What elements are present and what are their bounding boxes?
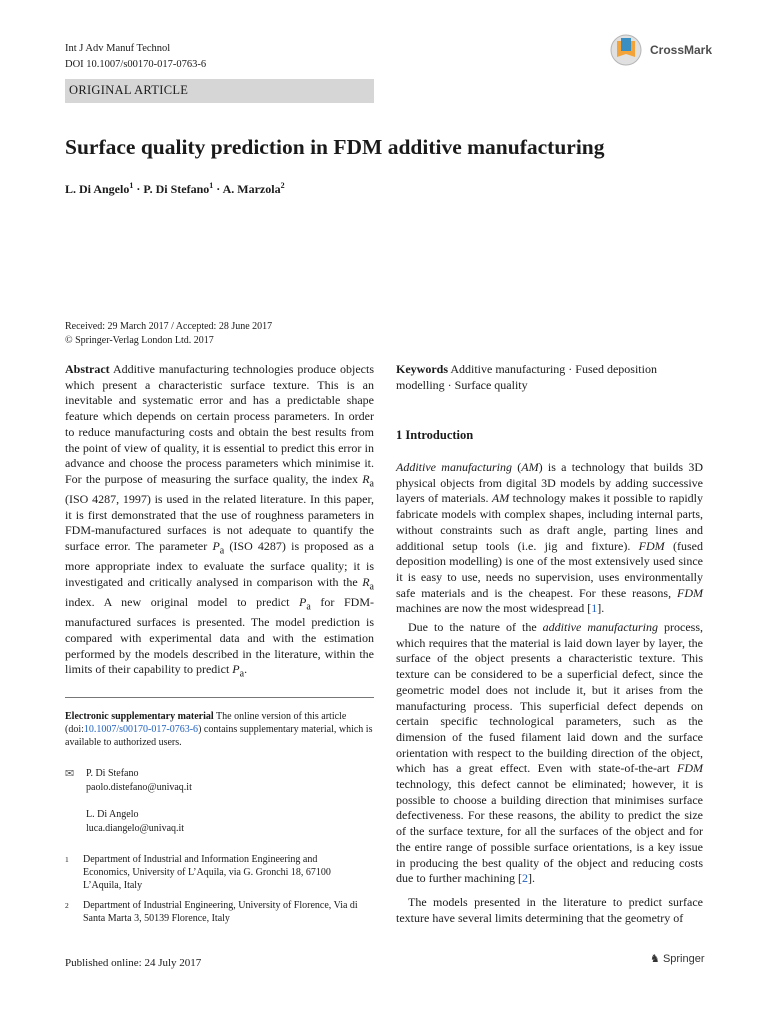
abstract-text: Additive manufacturing technologies produce objects which present a characteristic surface texture. This is an inevitable and systematic error and has a predictable shape feature which depends on certain process parameters. In order to reduce manufacturing costs and obtain the best results from the point of view of quality, it is essential to predict this error in advance and choose the process parameters which minimise it. For the purpose of measuring the surface quality, the index [65, 362, 374, 486]
esm-doi-link[interactable]: 10.1007/s00170-017-0763-6 [83, 724, 199, 735]
abstract [65, 362, 374, 682]
intro-paragraph-3: The models presented in the literature to predict surface texture have several limits determining that the geometry of [396, 895, 703, 925]
abstract-text: for FDM-manufactured surfaces is presented. The model prediction is compared with experimental data and with the estimation performed by the models described in the literature, within the limits of their capability to predict [65, 595, 375, 677]
term-am-abbr: AM [491, 491, 510, 506]
symbol-sub: a [219, 545, 225, 557]
footnote-divider [65, 697, 374, 698]
symbol-sub: a [369, 581, 374, 593]
intro-text: technology, this defect cannot be eliminated; however, it is possible to choose a building direction that minimises surface defectiveness. For these reasons, the ability to predict the size of the surface texture, for all the surfaces of the object and for the entire range of possible surface orientations, is a key issue in producing the best quality of the object and reducing costs due to further machining [ [396, 777, 703, 886]
contact-block [86, 767, 192, 795]
symbol-sub: a [306, 601, 311, 613]
affiliation-text: Department of Industrial and Information Engineering and Economics, University of L’Aquila, via G. Gronchi 18, 67100 L’Aquila, Italy [83, 854, 331, 891]
journal-name: Int J Adv Manuf Technol [65, 43, 171, 54]
esm-text: ) contains supplementary material, which is available to authorized users. [65, 724, 373, 748]
term-am-abbr: AM [521, 460, 539, 474]
author-separator: · [133, 182, 144, 196]
intro-text: process, which requires that the material is laid down layer by layer, the surface of the object presents a characteristic texture. This texture can be considered to be a superficial defect, since the geometric model does not include it, but it arises from the manufacturing process. This superficial defect depends on certain specific technological parameters, such as the dimension of the fused filament laid down and the surface orientation with respect to the building direction of the object, which has a great effect. Even with state-of-the-art [396, 620, 703, 776]
affiliation-number: 2 [65, 901, 69, 910]
citation-link[interactable]: 2 [521, 871, 528, 886]
article-doi: DOI 10.1007/s00170-017-0763-6 [65, 59, 207, 70]
abstract-text: . [244, 662, 248, 677]
intro-paragraph-1 [396, 460, 703, 617]
term-fdm: FDM [677, 585, 703, 600]
springer-horse-icon: ♞ [650, 953, 660, 965]
supplementary-note [65, 710, 374, 749]
affiliation-marker: 1 [209, 181, 214, 190]
author-separator: · [213, 182, 223, 196]
intro-text: machines are now the most widespread [ [396, 601, 592, 616]
publisher-logo [650, 952, 705, 965]
symbol-ra: R [362, 574, 370, 589]
keywords-label: Keywords [396, 362, 448, 376]
contact-email[interactable]: paolo.distefano@univaq.it [86, 782, 192, 793]
abstract-text: index. A new original model to predict [65, 595, 300, 610]
abstract-text: (ISO 4287) is proposed as a more appropriate index to evaluate the surface quality; it is investigated and critically analysed in comparison with the [65, 539, 374, 589]
symbol-pa: P [232, 662, 240, 677]
affiliation-marker: 1 [129, 181, 134, 190]
author-name[interactable]: A. Marzola [222, 182, 281, 196]
symbol-ra: R [362, 471, 370, 486]
esm-label: Electronic supplementary material [65, 711, 214, 722]
publisher-name: Springer [662, 953, 705, 965]
citation-link[interactable]: 1 [591, 601, 598, 616]
esm-text: The online version of this article (doi: [65, 711, 347, 735]
term-am: Additive manufacturing [396, 460, 512, 474]
article-type-badge: ORIGINAL ARTICLE [65, 79, 374, 103]
abstract-text: (ISO 4287, 1997) is used in the related literature. In this paper, it is first demonstrated that the use of roughness parameters in FDM-manufactured surfaces is not adequate to quantify the surface error. The parameter [65, 492, 374, 554]
term-am: additive manufacturing [542, 620, 658, 634]
affiliation-number: 1 [65, 855, 69, 864]
intro-text: ]. [597, 601, 605, 616]
envelope-icon: ✉ [65, 767, 75, 780]
affiliation [65, 899, 363, 925]
contact-name: L. Di Angelo [86, 809, 139, 820]
intro-text: Due to the nature of the [408, 620, 543, 634]
symbol-sub: a [239, 668, 245, 680]
contact-block [86, 808, 184, 836]
symbol-sub: a [369, 478, 374, 490]
paper-title: Surface quality prediction in FDM additive manufacturing [65, 135, 605, 159]
published-date: Published online: 24 July 2017 [65, 957, 202, 969]
affiliation [65, 853, 363, 892]
intro-text: ) is a technology that builds 3D physical objects from digital 3D models by adding successive layers of materials. [396, 460, 703, 506]
author-list [65, 181, 285, 197]
intro-text: ( [511, 460, 522, 474]
intro-text: ]. [527, 871, 535, 886]
affiliation-marker: 2 [280, 181, 285, 190]
term-fdm: FDM [638, 538, 665, 553]
symbol-pa: P [299, 595, 307, 610]
symbol-pa: P [212, 539, 220, 554]
author-name[interactable]: P. Di Stefano [143, 182, 210, 196]
term-fdm: FDM [677, 761, 703, 776]
intro-text: (fused deposition modelling) is one of the most extensively used since it is easy to use, needs no supervision, uses environmentally safe materials and is the cheapest. For these reasons, [396, 538, 703, 600]
copyright-line: © Springer-Verlag London Ltd. 2017 [65, 335, 214, 346]
intro-text: technology makes it possible to rapidly fabricate models with complex shapes, including internal parts, without constraints such as draft angle, parting lines and additional setup tools (i.e. jig and fixture). [396, 491, 703, 553]
affiliation-text: Department of Industrial Engineering, University of Florence, Via di Santa Marta 3, 50139 Florence, Italy [83, 900, 358, 924]
crossmark-label: CrossMark [650, 43, 713, 57]
keywords-text: Additive manufacturing · Fused deposition modelling · Surface quality [396, 362, 657, 392]
contact-name: P. Di Stefano [86, 768, 139, 779]
abstract-label: Abstract [65, 362, 110, 376]
section-heading-introduction: 1 Introduction [396, 428, 474, 442]
intro-paragraph-2 [396, 620, 703, 887]
received-dates: Received: 29 March 2017 / Accepted: 28 June 2017 [65, 321, 273, 332]
author-name[interactable]: L. Di Angelo [65, 182, 130, 196]
contact-email[interactable]: luca.diangelo@univaq.it [86, 823, 185, 834]
keywords [396, 362, 703, 393]
